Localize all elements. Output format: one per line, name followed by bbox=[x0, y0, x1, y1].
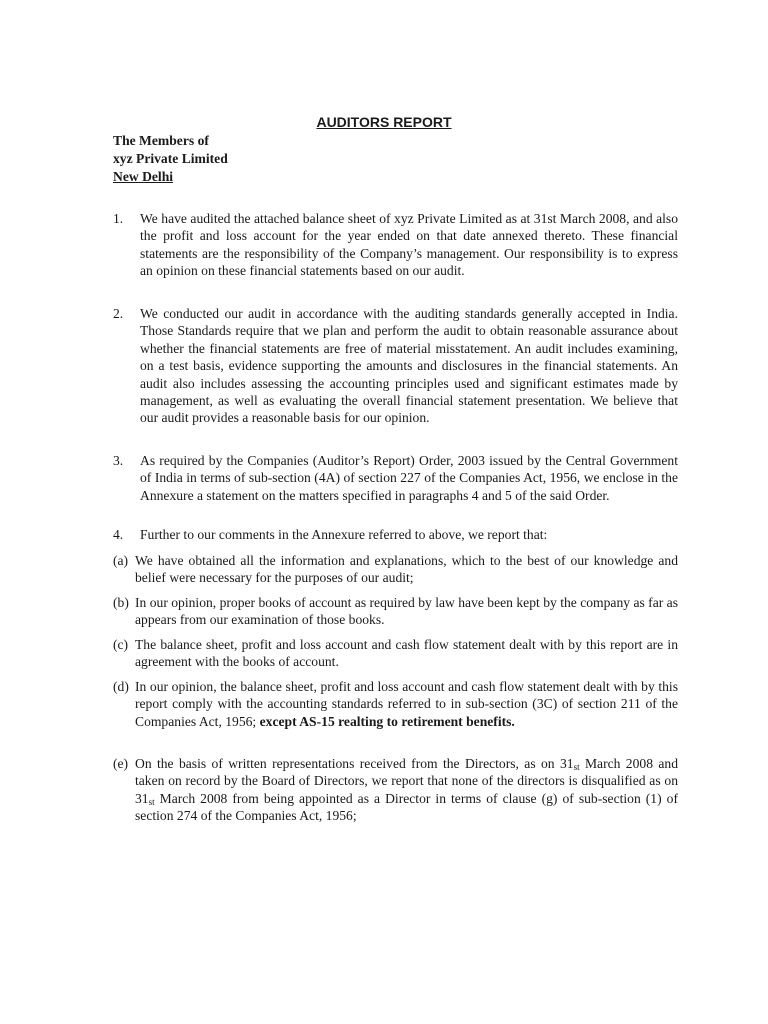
subitem-text bbox=[135, 755, 678, 825]
subitem-letter: (b) bbox=[113, 595, 129, 610]
company-name: xyz Private Limited bbox=[113, 151, 228, 166]
subitem-text-part-3: March 2008 from being appointed as a Director in terms of clause (g) of sub-section (1) of section 274 of the Companies Act, 1956; bbox=[135, 790, 678, 824]
paragraph-number: 3. bbox=[113, 453, 124, 468]
paragraph-text: As required by the Companies (Auditor’s Report) Order, 2003 issued by the Central Government of India in terms of sub-section (4A) of section 227 of the Companies Act, 1956, we enclose in the Annexure a statement on the matters specified in paragraphs 4 and 5 of the said Order. bbox=[140, 453, 678, 503]
city-name: New Delhi bbox=[113, 169, 174, 184]
paragraph-text: Further to our comments in the Annexure referred to above, we report that: bbox=[140, 527, 548, 542]
subitem-text-part-2: March 2008 and taken on record by the Board of Directors, we report that none of the directors is disqualified as on 31 bbox=[135, 756, 678, 806]
subitem-text: We have obtained all the information and explanations, which to the best of our knowledge and belief were necessary for the purposes of our audit; bbox=[135, 553, 678, 586]
subitem-letter: (d) bbox=[113, 679, 129, 694]
subitem-text-part-1: On the basis of written representations received from the Directors, as on 31 bbox=[135, 756, 574, 771]
ordinal-suffix: st bbox=[148, 796, 155, 807]
subitem-text-bold: except AS-15 realting to retirement benefits. bbox=[259, 713, 515, 729]
subitem-text bbox=[135, 678, 678, 730]
paragraph-text: We have audited the attached balance sheet of xyz Private Limited as at 31st March 2008, and also the profit and loss account for the year ended on that date annexed thereto. These financial statements are the responsibility of the Company’s management. Our responsibility is to express an opinion on these financial statements based on our audit. bbox=[140, 211, 678, 279]
subitem-text: The balance sheet, profit and loss account and cash flow statement dealt with by this report are in agreement with the books of account. bbox=[135, 637, 678, 670]
subitem-text-regular: In our opinion, the balance sheet, profit and loss account and cash flow statement dealt with by this report comply with the accounting standards referred to in sub-section (3C) of section 211 of the Companies Act, 1956; bbox=[135, 679, 678, 729]
paragraph-text: We conducted our audit in accordance with the auditing standards generally accepted in India. Those Standards require that we plan and perform the audit to obtain reasonable assurance about whether the financial statements are free of material misstatement. An audit includes examining, on a test basis, evidence supporting the amounts and disclosures in the financial statements. An audit also includes assessing the accounting principles used and significant estimates made by management, as well as evaluating the overall financial statement presentation. We believe that our audit provides a reasonable basis for our opinion. bbox=[140, 306, 678, 426]
subitem-text: In our opinion, proper books of account as required by law have been kept by the company as far as appears from our examination of those books. bbox=[135, 595, 678, 628]
subitem-letter: (a) bbox=[113, 553, 129, 568]
paragraph-number: 4. bbox=[113, 527, 124, 542]
ordinal-suffix: st bbox=[573, 762, 580, 772]
report-title: AUDITORS REPORT bbox=[316, 114, 452, 130]
paragraph-number: 1. bbox=[113, 211, 124, 226]
paragraph-number: 2. bbox=[113, 306, 124, 321]
subitem-letter: (e) bbox=[113, 756, 129, 771]
subitem-letter: (c) bbox=[113, 637, 129, 652]
addressee-line: The Members of bbox=[113, 133, 209, 148]
